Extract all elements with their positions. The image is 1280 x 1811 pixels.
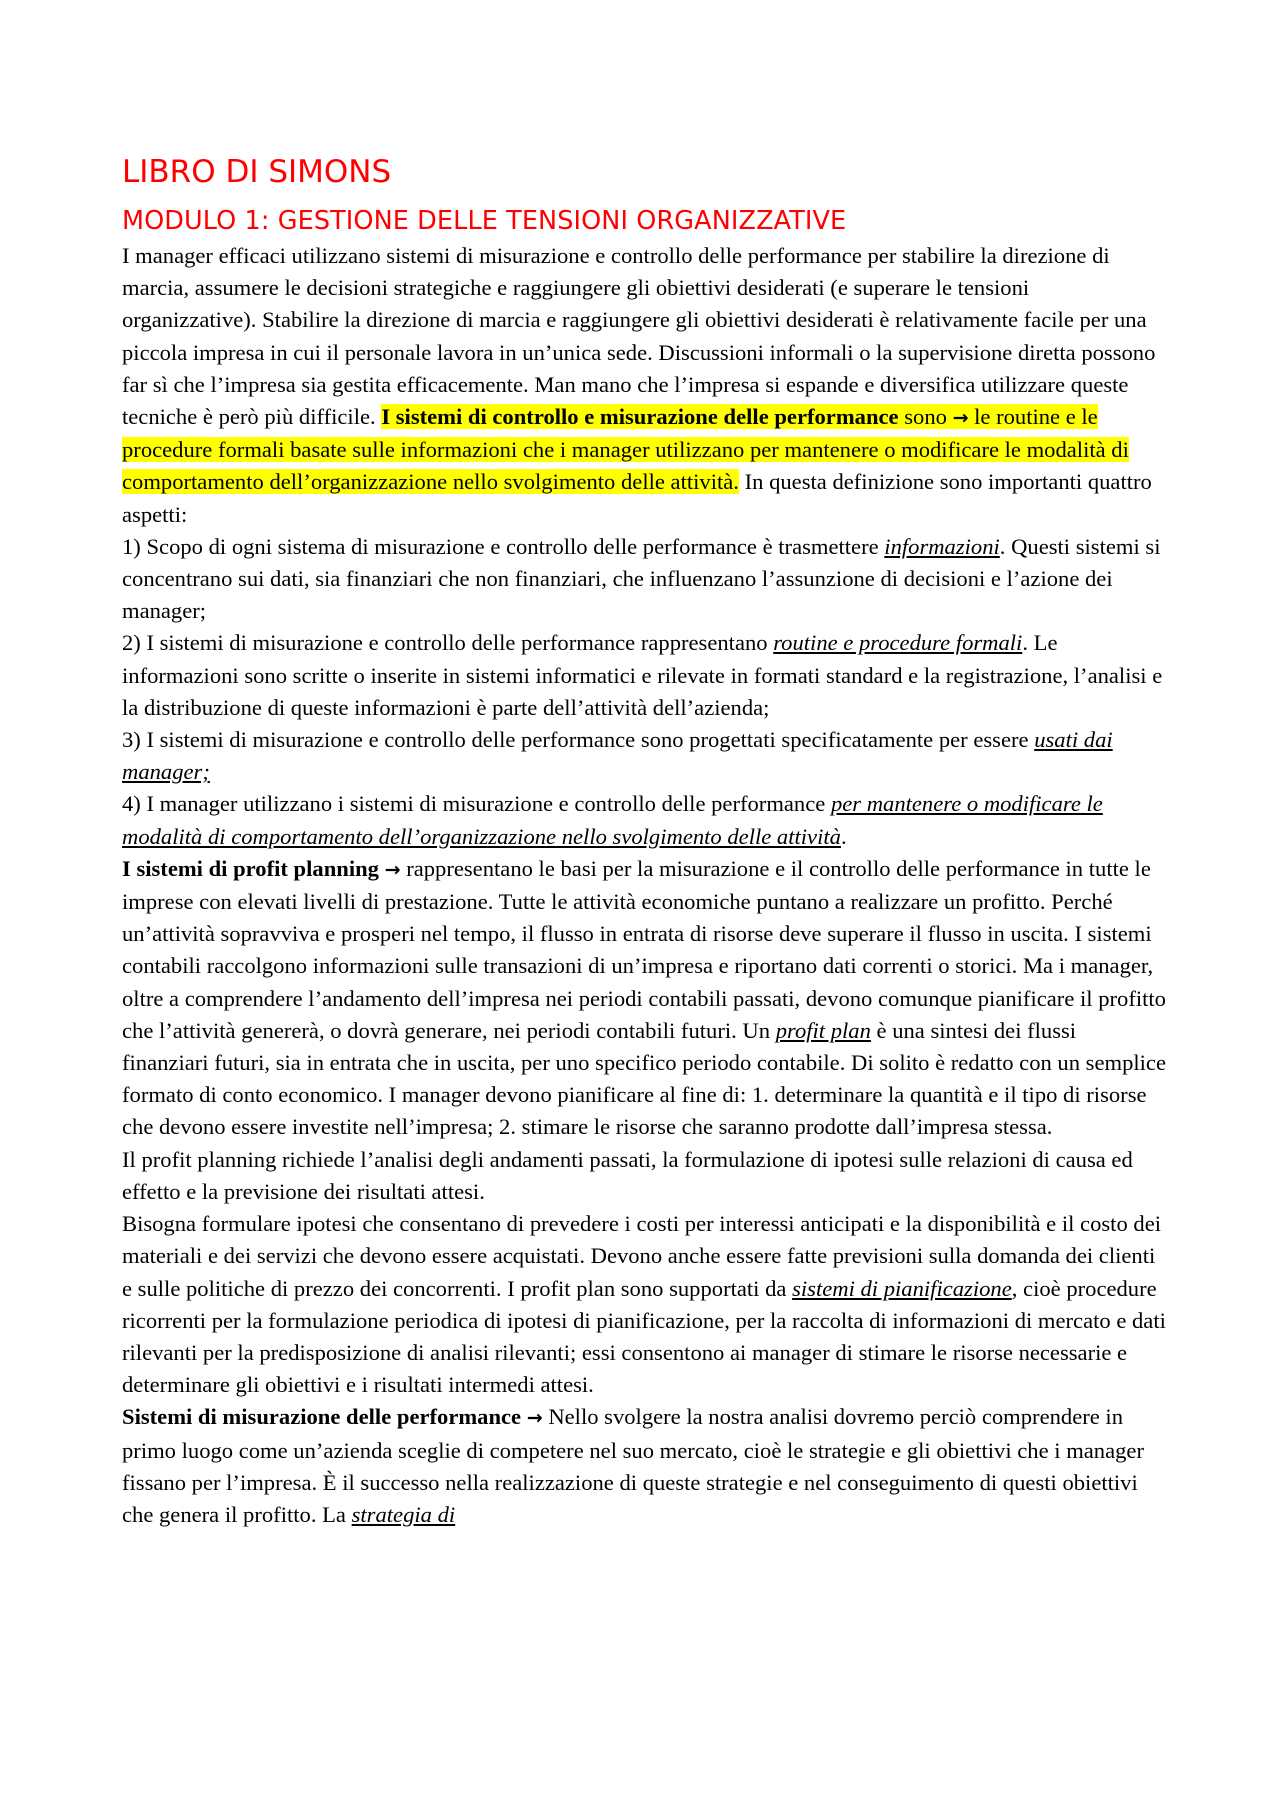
performance-measurement-term: Sistemi di misurazione delle performance <box>122 1404 522 1430</box>
definition-connector: sono <box>898 404 953 430</box>
module-heading: MODULO 1: GESTIONE DELLE TENSIONI ORGANIZZATIVE <box>122 206 847 236</box>
profit-plan-keyword: profit plan <box>775 1017 871 1043</box>
document-body <box>122 240 1167 1531</box>
aspect-item-3: 3) I sistemi di misurazione e controllo delle performance sono progettati specificatamente per essere usati dai manager; <box>122 727 1113 785</box>
intro-outro: In questa definizione sono importanti quattro aspetti: <box>122 469 1152 527</box>
intro-paragraph <box>122 240 1167 531</box>
aspect-keyword: informazioni <box>884 533 1000 559</box>
aspect-keyword: usati dai manager; <box>122 727 1113 785</box>
arrow-right-icon: → <box>526 1407 543 1430</box>
document-title: LIBRO DI SIMONS <box>122 154 392 190</box>
hypotheses-paragraph: Bisogna formulare ipotesi che consentano di prevedere i costi per interessi anticipati e la disponibilità e il costo dei materiali e dei servizi che devono essere acquistati. Devono anche essere fatte previsioni sulla domanda dei clienti e sulle politiche di prezzo dei concorrenti. I profit plan sono supportati da sistemi di pianificazione, cioè procedure ricorrenti per la formulazione periodica di ipotesi di pianificazione, per la raccolta di informazioni di mercato e dati rilevanti per la predisposizione di analisi rilevanti; essi consentono ai manager di stimare le risorse necessarie e determinare gli obiettivi e i risultati intermedi attesi. <box>122 1211 1166 1398</box>
planning-analysis-paragraph: Il profit planning richiede l’analisi degli andamenti passati, la formulazione di ipotesi sulle relazioni di causa ed effetto e la previsione dei risultati attesi. <box>122 1146 1133 1204</box>
intro-text: I manager efficaci utilizzano sistemi di misurazione e controllo delle performance per stabilire la direzione di marcia, assumere le decisioni strategiche e raggiungere gli obiettivi desiderati (e superare le tensioni organizzative). Stabilire la direzione di marcia e raggiungere gli obiettivi desiderati è relativamente facile per una piccola impresa in cui il personale lavora in un’unica sede. Discussioni informali o la supervisione diretta possono far sì che l’impresa sia gestita efficacemente. Man mano che l’impresa si espande e diversifica utilizzare queste tecniche è però più difficile. <box>122 243 1156 430</box>
performance-measurement-paragraph: Sistemi di misurazione delle performance → Nello svolgere la nostra analisi dovremo perciò comprendere in primo luogo come un’azienda sceglie di competere nel suo mercato, cioè le strategie e gli obiettivi che i manager fissano per l’impresa. È il successo nella realizzazione di queste strategie e nel conseguimento di questi obiettivi che genera il profitto. La strategia di <box>122 1404 1144 1527</box>
definition-text: le routine e le procedure formali basate sulle informazioni che i manager utilizzano per mantenere o modificare le modalità di comportamento dell’organizzazione nello svolgimento delle attività. <box>122 404 1129 495</box>
definition-term: I sistemi di controllo e misurazione delle performance <box>381 404 899 430</box>
document-page <box>122 150 1167 1531</box>
aspect-item-1: 1) Scopo di ogni sistema di misurazione e controllo delle performance è trasmettere informazioni. Questi sistemi si concentrano sui dati, sia finanziari che non finanziari, che influenzano l’assunzione di decisioni e l’azione dei manager; <box>122 533 1161 624</box>
planning-systems-keyword: sistemi di pianificazione <box>792 1275 1012 1301</box>
aspect-keyword: per mantenere o modificare le modalità di comportamento dell’organizzazione nello svolgimento delle attività <box>122 791 1103 849</box>
arrow-right-icon: → <box>952 407 969 430</box>
strategy-keyword: strategia di <box>351 1501 456 1527</box>
profit-planning-term: I sistemi di profit planning <box>122 855 379 881</box>
profit-planning-paragraph: I sistemi di profit planning → rappresentano le basi per la misurazione e il controllo delle performance in tutte le imprese con elevati livelli di prestazione. Tutte le attività economiche puntano a realizzare un profitto. Perché un’attività sopravviva e prosperi nel tempo, il flusso in entrata di risorse deve superare il flusso in uscita. I sistemi contabili raccolgono informazioni sulle transazioni di un’impresa e riportano dati correnti o storici. Ma i manager, oltre a comprendere l’andamento dell’impresa nei periodi contabili passati, devono comunque pianificare il profitto che l’attività genererà, o dovrà generare, nei periodi contabili futuri. Un profit plan è una sintesi dei flussi finanziari futuri, sia in entrata che in uscita, per uno specifico periodo contabile. Di solito è redatto con un semplice formato di conto economico. I manager devono pianificare al fine di: 1. determinare la quantità e il tipo di risorse che devono essere investite nell’impresa; 2. stimare le risorse che saranno prodotte dall’impresa stessa. <box>122 855 1166 1140</box>
aspect-keyword: routine e procedure formali <box>773 630 1023 656</box>
arrow-right-icon: → <box>384 858 401 881</box>
aspect-item-2: 2) I sistemi di misurazione e controllo delle performance rappresentano routine e procedure formali. Le informazioni sono scritte o inserite in sistemi informatici e rilevate in formati standard e la registrazione, l’analisi e la distribuzione di queste informazioni è parte dell’attività dell’azienda; <box>122 630 1163 720</box>
aspect-item-4: 4) I manager utilizzano i sistemi di misurazione e controllo delle performance per mantenere o modificare le modalità di comportamento dell’organizzazione nello svolgimento delle attività. <box>122 791 1103 849</box>
